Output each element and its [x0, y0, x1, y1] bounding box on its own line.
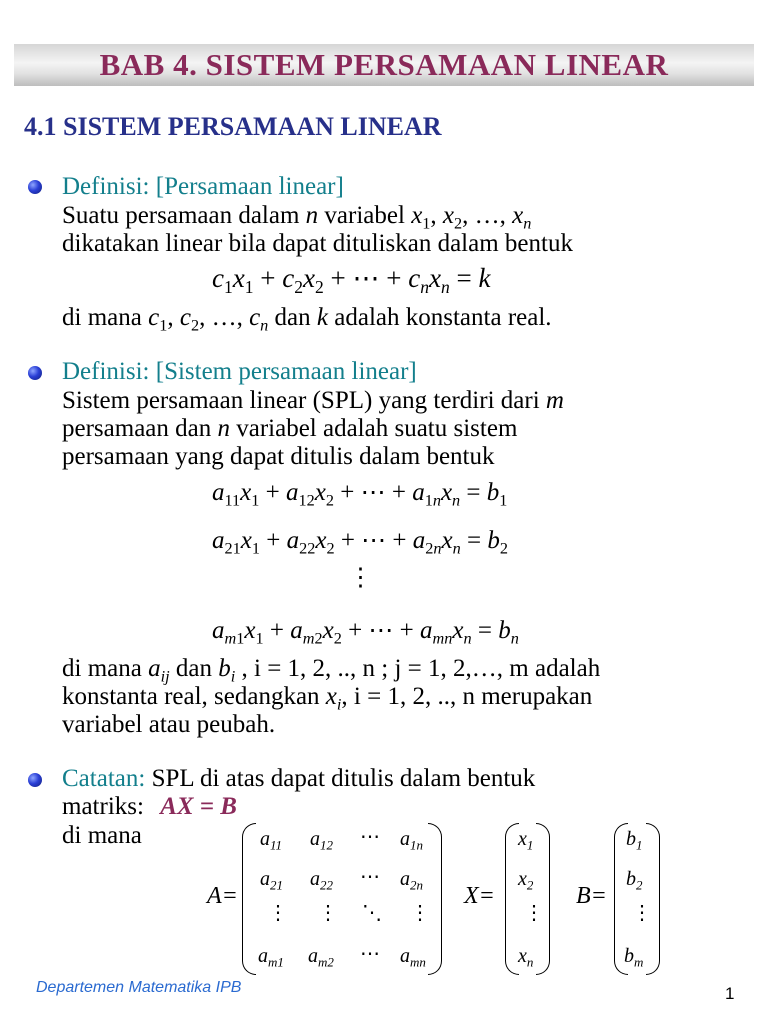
- matrix-entry: $x_2$: [518, 868, 534, 893]
- matrix-entry: $x_1$: [518, 828, 534, 853]
- definition-title-text: Definisi: [Sistem persamaan linear]: [62, 358, 417, 385]
- text-span: variabel adalah suatu sistem: [229, 415, 518, 442]
- text-span: dan: [268, 304, 317, 331]
- matrix-entry: $a_{2n}$: [400, 868, 423, 893]
- right-paren-icon: [536, 823, 550, 975]
- definition-title: [62, 173, 344, 201]
- text-span: persamaan dan: [62, 415, 218, 442]
- explanation-line: di mana $a_{ij}$ dan $b_i$ , i = 1, 2, .., n ; j = 1, 2,…, m adalah: [62, 655, 601, 686]
- matrix-entry: $a_{11}$: [260, 828, 283, 853]
- system-equation-m: $a_{m1}x_1 + a_{m2}x_2$ + ⋯ + $a_{mn}x_n = b_n$: [212, 617, 519, 648]
- text-span: variabel: [318, 202, 412, 229]
- title-banner: [14, 44, 754, 86]
- variable-k: k: [316, 304, 329, 331]
- definition-text-line: [62, 415, 517, 443]
- left-paren-icon: [242, 823, 256, 975]
- matrix-entry: $a_{mn}$: [400, 945, 426, 970]
- system-equation-2: $a_{21}x_1 + a_{22}x_2$ + ⋯ + $a_{2n}x_n = b_2$: [212, 527, 508, 558]
- matrix-b-label: B=: [576, 883, 607, 909]
- system-equation-1: $a_{11}x_1 + a_{12}x_2$ + ⋯ + $a_{1n}x_n = b_1$: [212, 479, 508, 510]
- text-span: di mana: [62, 822, 142, 849]
- linear-equation: $c_1x_1 + c_2x_2$ + ⋯ + $c_nx_n = k$: [212, 263, 491, 298]
- matrix-entry: $a_{22}$: [310, 868, 333, 893]
- bullet-icon: [28, 180, 42, 194]
- bullet-icon: [28, 773, 42, 787]
- page-title: BAB 4. SISTEM PERSAMAAN LINEAR: [99, 47, 669, 82]
- text-span: , i = 1, 2, .., n merupakan: [341, 683, 593, 710]
- matrix-a-label: A=: [207, 883, 238, 909]
- matrix-equation: AX = B: [160, 793, 237, 820]
- horizontal-dots: ⋯: [360, 866, 380, 888]
- matrix-entry: $b_1$: [626, 828, 643, 853]
- horizontal-dots: ⋯: [360, 943, 380, 965]
- text-span: dikatakan linear bila dapat dituliskan dalam bentuk: [62, 230, 573, 257]
- matrix-entry: $a_{1n}$: [400, 828, 423, 853]
- text-span: dan: [169, 655, 219, 682]
- vertical-dots: ⋮: [410, 902, 430, 924]
- definition-text-line: [62, 230, 573, 258]
- note-line: [62, 765, 535, 793]
- text-span: variabel atau peubah.: [62, 711, 276, 738]
- text-span: konstanta real, sedangkan: [62, 683, 326, 710]
- text-span: matriks:: [62, 793, 144, 820]
- matrix-entry: $b_m$: [624, 945, 644, 970]
- text-span: persamaan yang dapat ditulis dalam bentuk: [62, 443, 495, 470]
- variable-m: m: [545, 387, 564, 414]
- matrix-entry: $b_2$: [626, 868, 643, 893]
- text-span: di mana: [62, 304, 149, 331]
- vertical-dots: ⋮: [318, 902, 338, 924]
- definition-text-line: [62, 387, 564, 415]
- diagonal-dots: ⋱: [362, 902, 382, 924]
- horizontal-dots: ⋯: [360, 826, 380, 848]
- text-span: adalah konstanta real.: [328, 304, 552, 331]
- note-label: Catatan:: [62, 765, 146, 792]
- explanation-line: [62, 711, 275, 739]
- matrix-entry: $a_{12}$: [310, 828, 333, 853]
- definition-text-line: Suatu persamaan dalam n variabel $x_1$, $x_2$, …, $x_n$: [62, 202, 532, 233]
- text-span: di mana: [62, 655, 149, 682]
- matrix-entry: $a_{21}$: [260, 868, 283, 893]
- vertical-dots: ⋮: [268, 902, 288, 924]
- vertical-dots: ⋮: [524, 902, 544, 924]
- right-paren-icon: [428, 823, 442, 975]
- matrix-entry: $a_{m2}$: [308, 945, 334, 970]
- variable-n: n: [305, 202, 319, 229]
- text-span: SPL di atas dapat ditulis dalam bentuk: [145, 765, 536, 792]
- definition-text-line: [62, 443, 495, 471]
- note-line: [62, 822, 142, 850]
- matrix-x-label: X=: [464, 883, 495, 909]
- note-line: [62, 793, 237, 821]
- vertical-dots: ⋮: [632, 902, 652, 924]
- text-span: , i = 1, 2, .., n ; j = 1, 2,…, m adalah: [235, 655, 601, 682]
- vertical-dots: ⋮: [348, 564, 373, 591]
- matrix-entry: $x_n$: [518, 945, 534, 970]
- left-paren-icon: [505, 823, 519, 975]
- text-span: Sistem persamaan linear (SPL) yang terdiri dari: [62, 387, 546, 414]
- matrix-entry: $a_{m1}$: [258, 945, 284, 970]
- definition-title-text: Definisi: [Persamaan linear]: [62, 173, 344, 200]
- bullet-icon: [28, 366, 42, 380]
- footer-department: Departemen Matematika IPB: [36, 979, 242, 996]
- explanation-line: konstanta real, sedangkan $x_i$, i = 1, 2, .., n merupakan: [62, 683, 593, 714]
- section-heading: 4.1 SISTEM PERSAMAAN LINEAR: [24, 112, 442, 141]
- definition-text-line: di mana $c_1$, $c_2$, …, $c_n$ dan k adalah konstanta real.: [62, 304, 552, 335]
- definition-title: [62, 358, 417, 386]
- page-number: 1: [725, 984, 735, 1003]
- right-paren-icon: [646, 823, 660, 975]
- text-span: Suatu persamaan dalam: [62, 202, 306, 229]
- variable-n: n: [217, 415, 230, 442]
